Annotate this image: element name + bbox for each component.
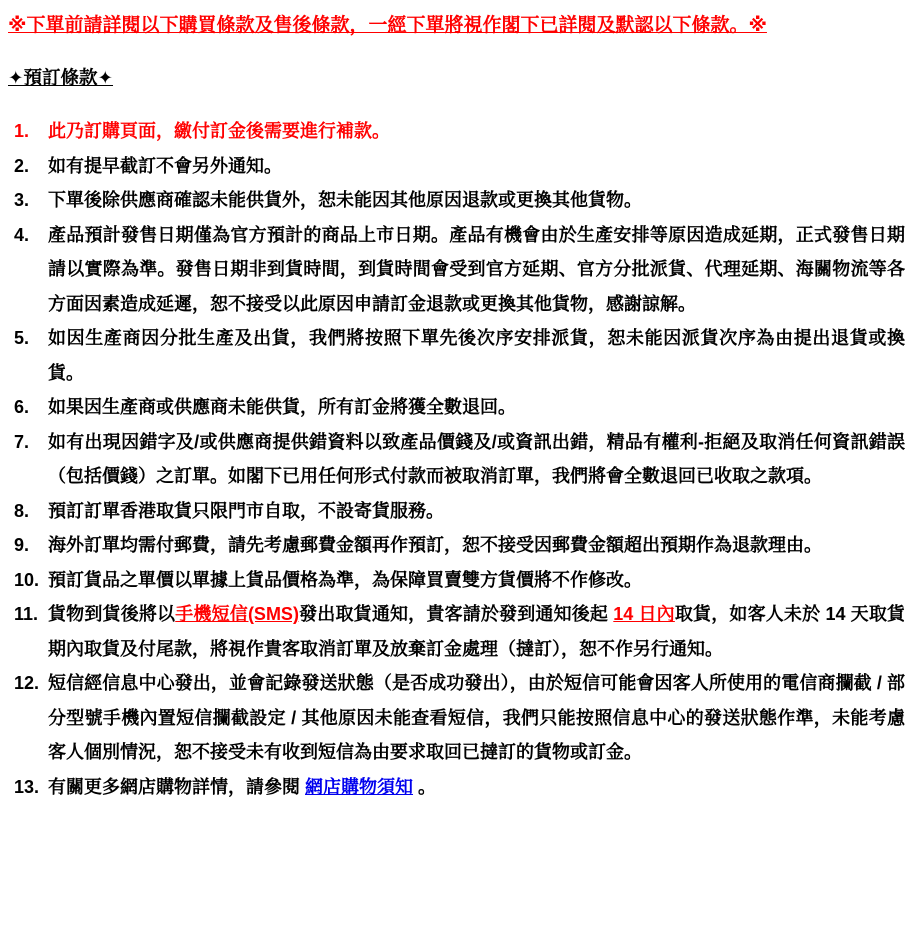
term-item [8,425,905,494]
term-segment: 預訂訂單香港取貨只限門市自取，不設寄貨服務。 [48,500,444,521]
term-number: 9. [14,535,30,556]
term-segment: 如有出現因錯字及/或供應商提供錯資料以致產品價錢及/或資訊出錯，精品有權利-拒絕及取消任何資訊錯誤（包括價錢）之訂單。如閣下已用任何形式付款而被取消訂單，我們將會全數退回已收取之款項。 [48,431,905,487]
term-text [48,501,444,521]
term-item [8,390,905,425]
term-text [48,121,390,141]
term-segment: 。 [413,776,437,797]
term-item [8,563,905,598]
term-number: 13. [14,776,40,797]
term-segment: 海外訂單均需付郵費，請先考慮郵費金額再作預訂，恕不接受因郵費金額超出預期作為退款理由。 [48,535,822,556]
term-number: 6. [14,397,30,418]
term-text [48,535,822,555]
term-item [8,666,905,770]
term-text [48,156,282,176]
term-segment: 貨物到貨後將以 [48,604,176,625]
section-heading-preorder-terms: ✦預訂條款✦ [8,66,114,88]
term-number: 4. [14,224,30,245]
term-number: 10. [14,569,40,590]
term-number: 11. [14,604,39,625]
notice-title: ※下單前請詳閱以下購買條款及售後條款，一經下單將視作閣下已詳閱及默認以下條款。※ [8,15,767,36]
term-segment: 如果因生產商或供應商未能供貨，所有訂金將獲全數退回。 [48,397,516,418]
term-number: 5. [14,328,30,349]
term-item [8,528,905,563]
highlighted-text: 手機短信(SMS) [175,604,299,625]
term-segment: 產品預計發售日期僅為官方預計的商品上市日期。產品有機會由於生產安排等原因造成延期，正式發售日期請以實際為準。發售日期非到貨時間，到貨時間會受到官方延期、官方分批派貨、代理延期、海關物流等各方面因素造成延遲，恕不接受以此原因申請訂金退款或更換其他貨物，感謝諒解。 [48,224,905,314]
term-segment: 下單後除供應商確認未能供貨外，恕未能因其他原因退款或更換其他貨物。 [48,190,642,211]
term-item [8,218,905,322]
term-text [48,673,905,762]
term-segment: 如有提早截訂不會另外通知。 [48,155,282,176]
term-number: 7. [14,431,30,452]
term-number: 2. [14,155,30,176]
term-item [8,597,905,666]
term-item [8,149,905,184]
term-text [48,190,642,210]
term-text [48,225,905,314]
term-segment: 此乃訂購頁面，繳付訂金後需要進行補款。 [48,121,390,142]
term-text [48,570,642,590]
term-segment: 有關更多網店購物詳情，請參閱 [48,776,305,797]
term-item [8,114,905,149]
term-text [48,432,905,487]
term-text [48,604,905,659]
term-segment: 取貨，如客人未於 14 天取貨期內取貨及付尾款，將視作貴客取消訂單及放棄訂金處理（撻訂），恕不作另行通知。 [48,604,905,659]
terms-list [8,114,905,804]
term-text [48,397,516,417]
term-number: 3. [14,190,30,211]
term-item [8,183,905,218]
term-item [8,494,905,529]
term-text [48,328,905,383]
term-number: 8. [14,500,30,521]
term-number: 12. [14,673,40,694]
term-segment: 發出取貨通知，貴客請於發到通知後起 [298,604,614,625]
term-segment: 預訂貨品之單價以單據上貨品價格為準，為保障買賣雙方貨價將不作修改。 [48,569,642,590]
term-segment: 如因生產商因分批生產及出貨，我們將按照下單先後次序安排派貨，恕未能因派貨次序為由提出退貨或換貨。 [48,328,905,383]
term-item [8,321,905,390]
term-segment: 短信經信息中心發出，並會記錄發送狀態（是否成功發出），由於短信可能會因客人所使用的電信商攔截 / 部分型號手機內置短信攔截設定 / 其他原因未能查看短信，我們只能按照信息中心的發送狀態作準，未能考慮客人個別情況，恕不接受未有收到短信為由要求取回已撻訂的貨物或訂金。 [48,673,905,763]
term-item [8,770,905,805]
term-number: 1. [14,121,30,142]
term-text [48,777,436,797]
highlighted-text: 14 日內 [613,604,675,625]
shop-guide-link[interactable]: 網店購物須知 [305,776,413,797]
